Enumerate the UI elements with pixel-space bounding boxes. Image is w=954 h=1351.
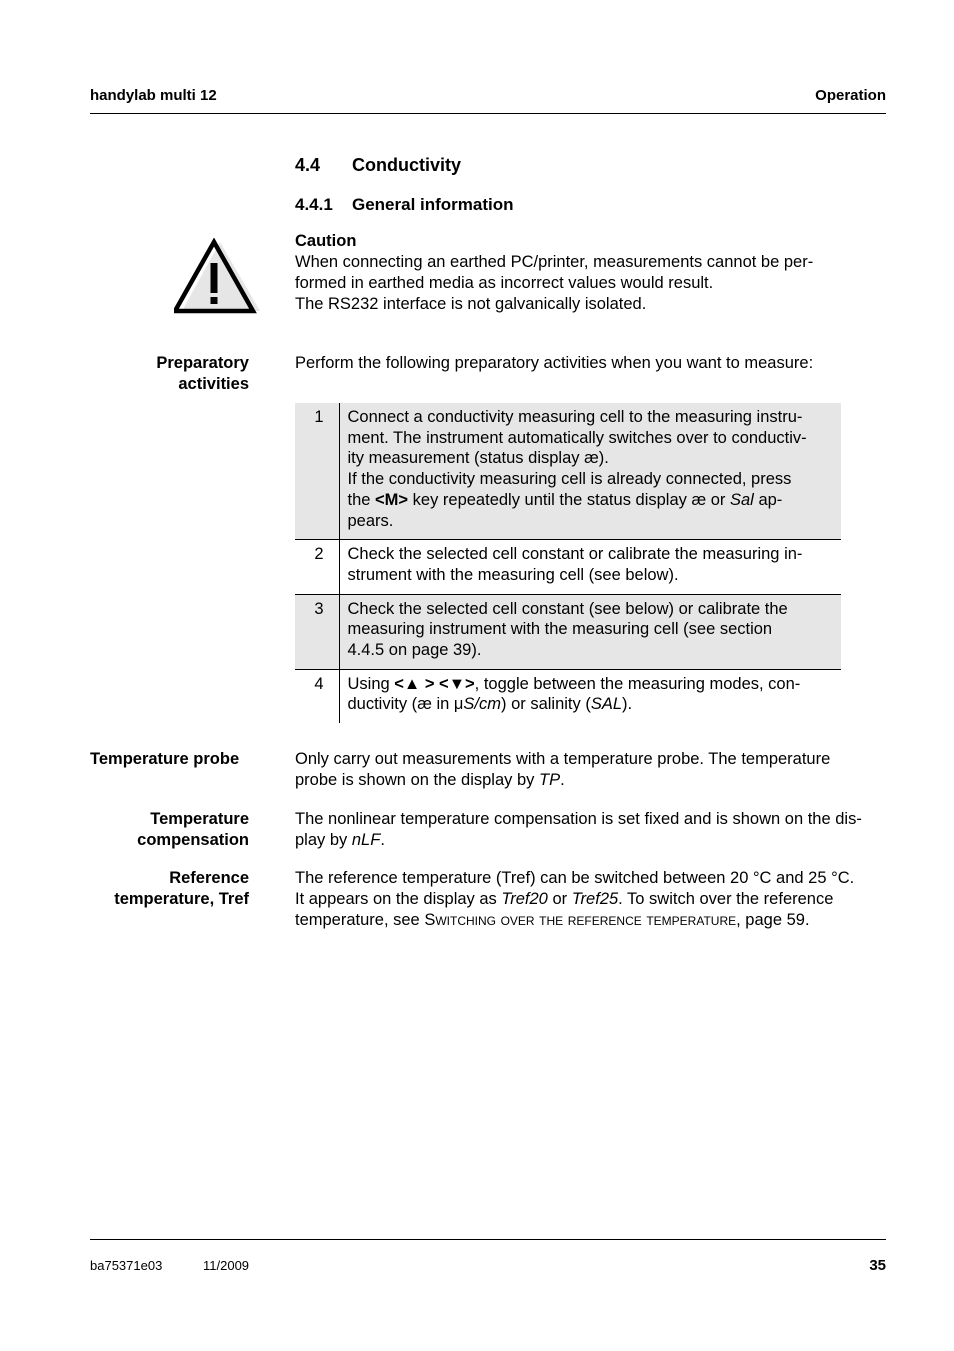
reference-temperature-label (90, 868, 249, 910)
label-line-1: Temperature (150, 810, 249, 828)
text: ap- (753, 490, 783, 509)
label-line-2: compensation (137, 831, 249, 849)
temperature-probe-line-2 (295, 770, 890, 791)
section-number: 4.4 (295, 155, 321, 175)
m-key-label: <M> (375, 490, 409, 509)
step-1-line-3 (348, 448, 836, 469)
text: ity measurement (status display (347, 449, 585, 468)
micro-symbol: μ (453, 695, 464, 714)
step-text (339, 669, 841, 723)
step-row-1 (295, 403, 841, 540)
step-1-line-4: If the conductivity measuring cell is already connected, press (347, 470, 792, 489)
section-title: Conductivity (352, 155, 462, 175)
section-heading (295, 155, 461, 176)
step-1-line-2: ment. The instrument automatically switches over to conductiv- (347, 428, 807, 447)
conductivity-symbol: æ (417, 695, 432, 714)
text: It appears on the display as (295, 890, 502, 908)
cross-reference-link[interactable]: Switching over the reference temperature (424, 911, 737, 929)
tref25-display: Tref25 (571, 890, 619, 908)
text: key repeatedly until the status display (408, 490, 692, 509)
caution-line-2: formed in earthed media as incorrect values would result. (295, 274, 714, 292)
temperature-compensation-label (90, 809, 249, 851)
subsection-title: General information (352, 195, 514, 214)
temperature-compensation-line-2 (295, 830, 890, 851)
arrow-keys-label: <▲ > <▼> (394, 674, 475, 693)
step-1-line-1: Connect a conductivity measuring cell to the measuring instru- (347, 408, 803, 426)
text: ). (622, 695, 633, 714)
step-number: 4 (295, 669, 339, 723)
reference-temperature-text (295, 868, 890, 931)
step-4-line-1 (348, 674, 836, 695)
conductivity-symbol: æ (691, 490, 707, 509)
text: play by (295, 831, 352, 849)
unit-label: S/cm (463, 695, 501, 714)
label-line-2: temperature, Tref (114, 890, 249, 908)
step-3-line-1: Check the selected cell constant (see below) or calibrate the (347, 599, 788, 618)
header-chapter: Operation (815, 87, 886, 104)
step-2-line-1: Check the selected cell constant or calibrate the measuring in- (347, 545, 803, 564)
subsection-number: 4.4.1 (295, 195, 333, 214)
step-1-line-6: pears. (347, 511, 394, 530)
step-row-2 (295, 540, 841, 594)
conductivity-symbol: æ (584, 449, 599, 468)
nlf-display: nLF (351, 831, 381, 849)
text: . (560, 771, 565, 789)
temperature-compensation-text (295, 809, 890, 851)
text: or (547, 890, 572, 908)
caution-block (295, 231, 890, 315)
warning-triangle-icon (174, 238, 262, 316)
text: ) or salinity ( (500, 695, 591, 714)
temperature-probe-label: Temperature probe (90, 750, 240, 768)
text: , page 59. (736, 911, 810, 929)
reference-temperature-line-2 (295, 889, 890, 910)
text: , toggle between the measuring modes, con- (474, 674, 801, 693)
text: temperature, see (295, 911, 425, 929)
text: ductivity ( (347, 695, 418, 714)
step-1-line-5 (348, 490, 836, 511)
tp-display: TP (538, 771, 561, 789)
temperature-probe-text (295, 749, 890, 791)
text: Using (347, 674, 395, 693)
footer-page-number: 35 (869, 1257, 886, 1274)
step-number: 2 (295, 540, 339, 594)
label-line-1: Reference (169, 869, 249, 887)
text: in (431, 695, 454, 714)
subsection-heading (295, 195, 514, 215)
step-3-line-2: measuring instrument with the measuring cell (see section (347, 620, 773, 639)
preparatory-label (90, 353, 249, 395)
caution-title: Caution (295, 232, 357, 250)
text: . To switch over the reference (618, 890, 834, 908)
header-rule (90, 113, 886, 114)
sal-display: Sal (730, 490, 754, 509)
text: . (380, 831, 385, 849)
sal-display: SAL (590, 695, 623, 714)
preparatory-label-line-1: Preparatory (156, 354, 249, 372)
step-2-line-2: strument with the measuring cell (see below). (347, 565, 679, 584)
temperature-probe-line-1: Only carry out measurements with a temperature probe. The temperature (295, 750, 831, 768)
caution-line-3: The RS232 interface is not galvanically isolated. (295, 295, 647, 313)
text: or (706, 490, 730, 509)
step-number: 3 (295, 594, 339, 669)
temperature-compensation-line-1: The nonlinear temperature compensation is set fixed and is shown on the dis- (295, 810, 862, 828)
step-number: 1 (295, 403, 339, 540)
header-product: handylab multi 12 (90, 87, 217, 104)
caution-line-1: When connecting an earthed PC/printer, measurements cannot be per- (295, 253, 814, 271)
step-3-line-3: 4.4.5 on page 39). (347, 641, 482, 660)
step-row-4 (295, 669, 841, 723)
step-text (339, 403, 841, 540)
step-row-3 (295, 594, 841, 669)
preparatory-label-line-2: activities (178, 375, 249, 393)
tref20-display: Tref20 (501, 890, 548, 908)
text: the (347, 490, 376, 509)
step-text (339, 540, 841, 594)
step-4-line-2 (348, 694, 836, 715)
footer-doc-id: ba75371e03 (90, 1258, 163, 1273)
step-text (339, 594, 841, 669)
reference-temperature-line-1: The reference temperature (Tref) can be switched between 20 °C and 25 °C. (295, 869, 855, 887)
text: probe is shown on the display by (295, 771, 539, 789)
preparatory-intro: Perform the following preparatory activities when you want to measure: (295, 354, 814, 372)
footer-rule (90, 1239, 886, 1240)
footer-date: 11/2009 (203, 1258, 250, 1273)
reference-temperature-line-3 (295, 910, 890, 931)
text: ). (598, 449, 609, 468)
steps-table (295, 403, 841, 723)
